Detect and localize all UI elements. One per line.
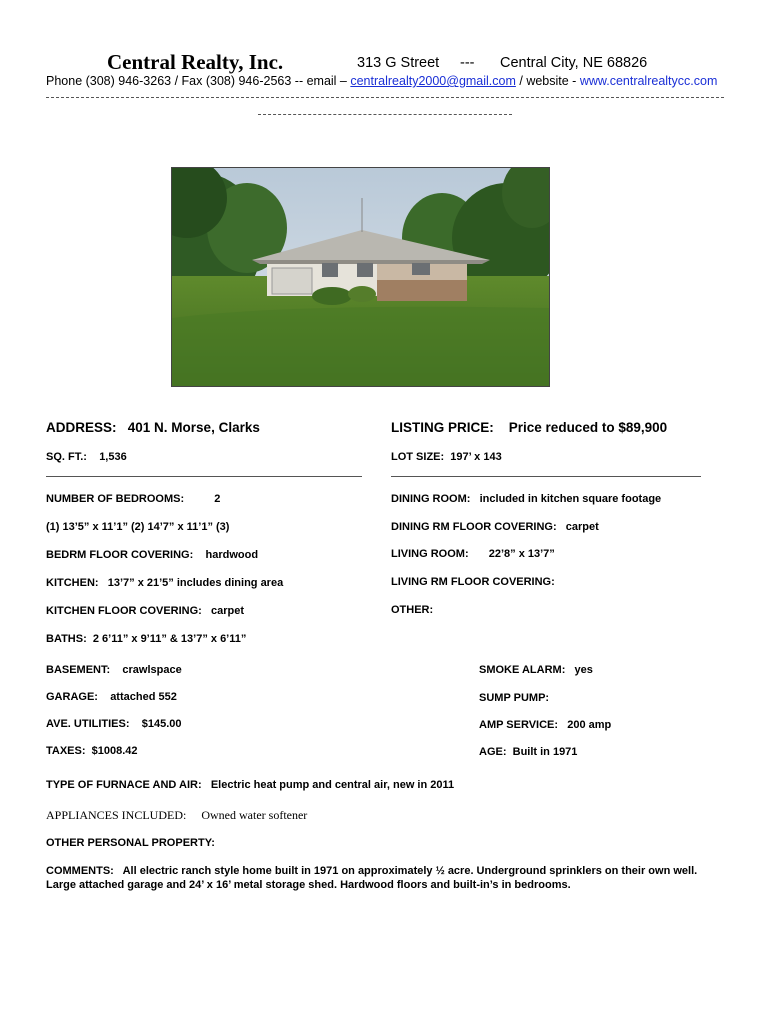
dining-value: included in kitchen square footage <box>479 493 662 505</box>
sqft-label: SQ. FT.: <box>46 451 87 463</box>
house-photo <box>171 167 550 387</box>
garage-value: attached 552 <box>110 691 177 703</box>
company-name: Central Realty, Inc. <box>107 50 284 74</box>
lot-value: 197’ x 143 <box>450 451 502 463</box>
living-value: 22’8” x 13’7” <box>488 548 555 560</box>
price-row <box>391 420 667 435</box>
personal-property-row <box>46 837 215 849</box>
comments-text-1: All electric ranch style home built in 1971 on approximately ½ acre. Underground sprinklers on their own well. <box>122 865 698 877</box>
lot-label: LOT SIZE: <box>391 451 445 463</box>
comments-text-2: Large attached garage and 24’ x 16’ metal storage shed. Hardwood floors and built-in’s in bedrooms. <box>46 879 571 891</box>
baths-value: 2 6’11” x 9’11” & 13’7” x 6’11” <box>92 633 247 645</box>
living-floor-label: LIVING RM FLOOR COVERING: <box>391 576 555 588</box>
bedroom-floor-value: hardwood <box>205 549 259 561</box>
left-rule <box>46 476 362 477</box>
city-state-zip: Central City, NE 68826 <box>500 55 648 71</box>
bedroom-floor-label: BEDRM FLOOR COVERING: <box>46 549 194 561</box>
lot-row <box>391 451 502 463</box>
taxes-value: $1008.42 <box>91 745 138 757</box>
personal-label: OTHER PERSONAL PROPERTY: <box>46 837 215 849</box>
amp-row <box>479 719 611 731</box>
utilities-value: $145.00 <box>141 718 182 730</box>
utilities-row <box>46 718 182 730</box>
taxes-row <box>46 745 138 757</box>
appliances-row <box>46 808 307 823</box>
other-row <box>391 604 433 616</box>
comments-label: COMMENTS: <box>46 865 114 877</box>
kitchen-value: 13’7” x 21’5” includes dining area <box>107 577 284 589</box>
header-divider <box>46 97 724 98</box>
header-separator: --- <box>460 55 475 71</box>
baths-label: BATHS: <box>46 633 87 645</box>
address-label: ADDRESS: <box>46 420 117 435</box>
taxes-label: TAXES: <box>46 745 86 757</box>
dining-floor-label: DINING RM FLOOR COVERING: <box>391 521 557 533</box>
contact-line <box>46 74 717 88</box>
sump-label: SUMP PUMP: <box>479 692 550 704</box>
website-label: / website - <box>515 74 580 88</box>
kitchen-row <box>46 577 283 589</box>
smoke-label: SMOKE ALARM: <box>479 664 566 676</box>
sump-row <box>479 692 549 704</box>
website-link[interactable]: www.centralrealtycc.com <box>579 74 718 88</box>
basement-label: BASEMENT: <box>46 664 111 676</box>
age-label: AGE: <box>479 746 507 758</box>
bedrooms-value: 2 <box>214 493 221 505</box>
garage-label: GARAGE: <box>46 691 98 703</box>
dining-floor-value: carpet <box>565 521 599 533</box>
amp-label: AMP SERVICE: <box>479 719 559 731</box>
living-floor-row <box>391 576 555 588</box>
sqft-value: 1,536 <box>99 451 127 463</box>
garage-row <box>46 691 177 703</box>
other-label: OTHER: <box>391 604 434 616</box>
bedroom-sizes: (1) 13’5” x 11’1” (2) 14’7” x 11’1” (3) <box>46 521 230 533</box>
basement-row <box>46 664 182 676</box>
furnace-label: TYPE OF FURNACE AND AIR: <box>46 779 202 791</box>
age-value: Built in 1971 <box>512 746 578 758</box>
comments-line-1 <box>46 865 697 877</box>
dining-row <box>391 493 661 505</box>
basement-value: crawlspace <box>122 664 182 676</box>
bedroom-floor-row <box>46 549 258 561</box>
appliances-label: APPLIANCES INCLUDED: <box>46 808 187 822</box>
amp-value: 200 amp <box>567 719 612 731</box>
utilities-label: AVE. UTILITIES: <box>46 718 130 730</box>
appliances-value: Owned water softener <box>201 808 308 822</box>
living-label: LIVING ROOM: <box>391 548 469 560</box>
kitchen-floor-row <box>46 605 244 617</box>
furnace-row <box>46 779 454 791</box>
furnace-value: Electric heat pump and central air, new in 2011 <box>210 779 455 791</box>
baths-row <box>46 633 246 645</box>
phone-fax: Phone (308) 946-3263 / Fax (308) 946-2563 -- email – <box>46 74 351 88</box>
age-row <box>479 746 577 758</box>
living-row <box>391 548 555 560</box>
address-row <box>46 420 260 435</box>
street-address: 313 G Street <box>357 55 440 71</box>
address-value: 401 N. Morse, Clarks <box>127 420 260 435</box>
kitchen-floor-value: carpet <box>211 605 245 617</box>
bedrooms-label: NUMBER OF BEDROOMS: <box>46 493 185 505</box>
kitchen-label: KITCHEN: <box>46 577 99 589</box>
price-value: Price reduced to $89,900 <box>508 420 668 435</box>
bedrooms-row <box>46 493 220 505</box>
right-rule <box>391 476 701 477</box>
kitchen-floor-label: KITCHEN FLOOR COVERING: <box>46 605 202 617</box>
price-label: LISTING PRICE: <box>391 420 494 435</box>
dining-label: DINING ROOM: <box>391 493 471 505</box>
dining-floor-row <box>391 521 599 533</box>
smoke-row <box>479 664 593 676</box>
email-link[interactable]: centralrealty2000@gmail.com <box>350 74 516 88</box>
smoke-value: yes <box>574 664 593 676</box>
header-divider-short <box>258 114 512 115</box>
sqft-row <box>46 451 127 463</box>
